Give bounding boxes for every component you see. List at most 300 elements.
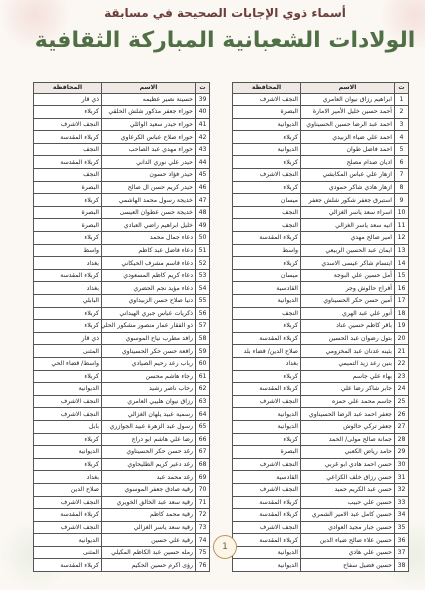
governorate: كربلاء [233, 156, 301, 169]
row-number: 43 [196, 143, 210, 156]
row-number: 47 [196, 194, 210, 207]
page-number: 1 [213, 535, 237, 559]
participant-name: رزاق نيوان هليبي العامري [102, 395, 196, 408]
participant-name: اسراء سعد ياسر الغزالي [301, 206, 395, 219]
governorate: الديوانية [34, 383, 102, 396]
row-number: 76 [196, 559, 210, 572]
governorate: النجف [233, 206, 301, 219]
row-number: 27 [395, 420, 409, 433]
table-row [233, 295, 409, 308]
table-row [34, 395, 210, 408]
row-number: 30 [395, 458, 409, 471]
participant-name: جعفر تركي حالوش [301, 420, 395, 433]
column-header-number: ت [395, 83, 409, 94]
table-row [233, 446, 409, 459]
table-row [233, 320, 409, 333]
participant-name: ايتسام شاكر عيسى الاسدي [301, 257, 395, 270]
table-row [233, 169, 409, 182]
table-row [34, 471, 210, 484]
participant-name: رسول عبد الزهرة عبيد الجوازري [102, 420, 196, 433]
row-number: 71 [196, 496, 210, 509]
table-row [233, 194, 409, 207]
participant-name: استبرق جعفر شكور شلش جعفر [301, 194, 395, 207]
table-row [34, 219, 210, 232]
table-row [233, 408, 409, 421]
participant-name: دعاء جمال محمد [102, 232, 196, 245]
row-number: 1 [395, 93, 409, 106]
table-row [233, 118, 409, 131]
governorate: النجف الاشرف [34, 496, 102, 509]
row-number: 50 [196, 232, 210, 245]
governorate: البصرة [233, 446, 301, 459]
row-number: 6 [395, 156, 409, 169]
table-row [233, 269, 409, 282]
row-number: 14 [395, 257, 409, 270]
governorate: النجف الاشرف [34, 408, 102, 421]
participant-name: بهاء علي جاسم [301, 370, 395, 383]
row-number: 65 [196, 420, 210, 433]
table-row [34, 131, 210, 144]
row-number: 63 [196, 395, 210, 408]
certificate-page [25, 0, 425, 569]
table-row [34, 509, 210, 522]
row-number: 34 [395, 509, 409, 522]
row-number: 38 [395, 559, 409, 572]
row-number: 22 [395, 357, 409, 370]
participant-name: حوراء حيدر سعيد الوائلي [102, 118, 196, 131]
governorate: النجف الاشرف [34, 395, 102, 408]
row-number: 53 [196, 269, 210, 282]
participant-name: ذو الفقار عمار منصور مشكور الحلي [102, 320, 196, 333]
column-header-governorate: المحافظة [233, 83, 301, 94]
participant-name: احمد عبد الرضا حسين الحسيناوي [301, 118, 395, 131]
table-row [34, 483, 210, 496]
governorate: بغداد [34, 282, 102, 295]
table-row [34, 420, 210, 433]
governorate: النجف الاشرف [34, 118, 102, 131]
participant-name: خديجة حسن عطوان العيسى [102, 206, 196, 219]
participant-name: أنور علي عبد الهري [301, 307, 395, 320]
participant-name: بنين رعد زيد التميمي [301, 357, 395, 370]
row-number: 49 [196, 219, 210, 232]
participant-name: رباب رعد رحيم الصيادي [102, 357, 196, 370]
row-number: 40 [196, 106, 210, 119]
table-row [34, 357, 210, 370]
participant-name: خديجة رسول محمد الهاشمي [102, 194, 196, 207]
governorate: النجف الاشرف [233, 93, 301, 106]
participant-name: رغد محمد عبد [102, 471, 196, 484]
participant-name: دعاء مؤيد نجم الحضري [102, 282, 196, 295]
table-row [233, 483, 409, 496]
table-row [233, 143, 409, 156]
row-number: 15 [395, 269, 409, 282]
table-row [233, 156, 409, 169]
participant-name: حيدر فؤاد حسون [102, 169, 196, 182]
participant-name: رقية سعد عبد الخالق الخويري [102, 496, 196, 509]
governorate: كربلاء المقدسة [34, 559, 102, 572]
table-row [34, 332, 210, 345]
participant-name: حسن عبد الكريم حميد [301, 483, 395, 496]
row-number: 75 [196, 546, 210, 559]
row-number: 23 [395, 370, 409, 383]
table-row [34, 546, 210, 559]
table-row [34, 446, 210, 459]
participant-name: رقية سعد ياسر الغزالي [102, 521, 196, 534]
governorate: الديوانية [233, 295, 301, 308]
row-number: 74 [196, 534, 210, 547]
participant-name: أحمد حسين خليل الأمير الامارة [301, 106, 395, 119]
governorate: كربلاء [34, 370, 102, 383]
table-row [233, 206, 409, 219]
table-row [233, 383, 409, 396]
table-row [233, 395, 409, 408]
table-row [34, 118, 210, 131]
table-row [34, 282, 210, 295]
row-number: 9 [395, 194, 409, 207]
governorate: صلاح الدين/ قضاء بلد [233, 345, 301, 358]
column-header-governorate: المحافظة [34, 83, 102, 94]
governorate: النجف [233, 219, 301, 232]
participant-name: رافد مطرب نياح الموسوي [102, 332, 196, 345]
governorate: البصرة [34, 219, 102, 232]
governorate: الديوانية [233, 559, 301, 572]
governorate: القادسية [233, 282, 301, 295]
row-number: 5 [395, 143, 409, 156]
row-number: 20 [395, 332, 409, 345]
table-row [233, 559, 409, 572]
row-number: 45 [196, 169, 210, 182]
governorate: كربلاء المقدسة [233, 509, 301, 522]
table-row [233, 370, 409, 383]
governorate: بغداد [233, 357, 301, 370]
participant-name: حسن احمد هادي ابو غربي [301, 458, 395, 471]
table-row [34, 320, 210, 333]
table-header-row [233, 83, 409, 94]
row-number: 21 [395, 345, 409, 358]
table-row [233, 106, 409, 119]
row-number: 59 [196, 345, 210, 358]
table-row [233, 534, 409, 547]
row-number: 35 [395, 521, 409, 534]
table-row [233, 433, 409, 446]
row-number: 66 [196, 433, 210, 446]
row-number: 13 [395, 244, 409, 257]
participant-name: جمانة صالح مولى/ الحمد [301, 433, 395, 446]
table-row [34, 106, 210, 119]
participant-name: حيدر كريم حسن ال صالح [102, 181, 196, 194]
governorate: بغداد [34, 257, 102, 270]
governorate: كربلاء [34, 458, 102, 471]
participant-name: جابر شاكر رضا علي [301, 383, 395, 396]
table-row [34, 433, 210, 446]
table-row [233, 345, 409, 358]
row-number: 19 [395, 320, 409, 333]
governorate: واسط/ قضاء الحي [34, 357, 102, 370]
governorate: بابل [34, 420, 102, 433]
column-header-name: الاسم [301, 83, 395, 94]
table-row [34, 269, 210, 282]
governorate: واسط [34, 244, 102, 257]
table-row [233, 282, 409, 295]
governorate: بغداد [34, 471, 102, 484]
participant-name: حوراء مهدي عبد الصاحب [102, 143, 196, 156]
governorate: الديوانية [34, 446, 102, 459]
participant-name: حوراء صلاح عباس الكرعاوي [102, 131, 196, 144]
row-number: 24 [395, 383, 409, 396]
table-row [233, 232, 409, 245]
participant-name: جعفر احمد عبد الرضا الحسيناوي [301, 408, 395, 421]
governorate: البصرة [233, 106, 301, 119]
row-number: 16 [395, 282, 409, 295]
row-number: 33 [395, 496, 409, 509]
table-row [233, 332, 409, 345]
table-row [233, 357, 409, 370]
row-number: 70 [196, 483, 210, 496]
row-number: 7 [395, 169, 409, 182]
participant-name: رغد حسن حكر الحسيناوي [102, 446, 196, 459]
table-row [233, 458, 409, 471]
row-number: 69 [196, 471, 210, 484]
participant-name: أمين حسن حكر الحسيناوي [301, 295, 395, 308]
governorate: كربلاء [34, 320, 102, 333]
governorate: البصرة [34, 206, 102, 219]
governorate: الديوانية [233, 420, 301, 433]
row-number: 48 [196, 206, 210, 219]
governorate: ذي قار [34, 332, 102, 345]
participant-name: امير صالح مهدي [301, 232, 395, 245]
participant-name: دعاء كريم كاظم المسعودي [102, 269, 196, 282]
table-row [34, 458, 210, 471]
row-number: 60 [196, 357, 210, 370]
participant-name: حسين كامل عبد الامير الشمري [301, 509, 395, 522]
participant-name: حسن رزاق خلف الكزاعي [301, 471, 395, 484]
participant-name: رضا علي هاشم ابو دراج [102, 433, 196, 446]
governorate: كربلاء [233, 433, 301, 446]
row-number: 58 [196, 332, 210, 345]
governorate: واسط [233, 244, 301, 257]
governorate: البصرة [34, 181, 102, 194]
governorate: النجف الاشرف [233, 521, 301, 534]
table-row [34, 295, 210, 308]
row-number: 36 [395, 534, 409, 547]
table-row [233, 546, 409, 559]
row-number: 64 [196, 408, 210, 421]
table-row [34, 257, 210, 270]
participant-name: حسين علاء صالح ضياء الدين [301, 534, 395, 547]
row-number: 55 [196, 295, 210, 308]
governorate: النجف الاشرف [233, 458, 301, 471]
participant-name: جاسم محمد علي حمزه [301, 395, 395, 408]
page-subtitle: أسماء ذوي الإجابات الصحيحة في مسابقة [104, 6, 346, 20]
governorate: كربلاء [34, 194, 102, 207]
governorate: القادسية [233, 471, 301, 484]
governorate: كربلاء [34, 307, 102, 320]
participant-name: بثينه عدنان عبد المخزومي [301, 345, 395, 358]
table-row [34, 194, 210, 207]
governorate: كربلاء المقدسة [233, 332, 301, 345]
page-title: الولادات الشعبانية المباركة الثقافية [34, 28, 416, 53]
governorate: كربلاء [233, 131, 301, 144]
row-number: 57 [196, 320, 210, 333]
table-row [233, 93, 409, 106]
governorate: ميسان [233, 269, 301, 282]
row-number: 10 [395, 206, 409, 219]
table-header-row [34, 83, 210, 94]
governorate: المثنى [34, 546, 102, 559]
row-number: 44 [196, 156, 210, 169]
participant-name: حسين فضيل سفاح [301, 559, 395, 572]
participant-name: حسينة نصير عظيمه [102, 93, 196, 106]
governorate: النجف الاشرف [233, 395, 301, 408]
row-number: 11 [395, 219, 409, 232]
table-row [34, 534, 210, 547]
table-row [233, 496, 409, 509]
row-number: 72 [196, 509, 210, 522]
row-number: 28 [395, 433, 409, 446]
table-row [34, 232, 210, 245]
table-row [34, 496, 210, 509]
table-row [233, 307, 409, 320]
table-row [233, 181, 409, 194]
governorate: كربلاء [34, 106, 102, 119]
participant-name: حسين جبار مجيد العوادي [301, 521, 395, 534]
governorate: كربلاء المقدسة [34, 509, 102, 522]
row-number: 67 [196, 446, 210, 459]
governorate: النجف الاشرف [34, 521, 102, 534]
participant-name: ازهار هادي شاكر حمودي [301, 181, 395, 194]
participant-name: احمد فاضل طوان [301, 143, 395, 156]
governorate: البابلي [34, 295, 102, 308]
row-number: 29 [395, 446, 409, 459]
row-number: 37 [395, 546, 409, 559]
participant-name: رجاء هاشم محسن [102, 370, 196, 383]
row-number: 46 [196, 181, 210, 194]
participant-name: رمله حسين عبد الكاظم المكيلي [102, 546, 196, 559]
governorate: النجف [233, 307, 301, 320]
table-row [34, 143, 210, 156]
governorate: كربلاء المقدسة [233, 496, 301, 509]
participant-name: ذكريات عباس جبري الهيداني [102, 307, 196, 320]
participant-name: رافعة حسن حكر الحسيناوي [102, 345, 196, 358]
governorate: الديوانية [34, 534, 102, 547]
participant-name: رقية صادق جعفر الموسوي [102, 483, 196, 496]
participant-name: حيدر علي نوري الداني [102, 156, 196, 169]
table-row [233, 471, 409, 484]
row-number: 62 [196, 383, 210, 396]
governorate: كربلاء المقدسة [34, 156, 102, 169]
table-row [34, 169, 210, 182]
participant-name: انيه سعد ياسر الغزالي [301, 219, 395, 232]
governorate: الديوانية [233, 118, 301, 131]
governorate: كربلاء [233, 370, 301, 383]
row-number: 32 [395, 483, 409, 496]
participant-name: رسمية عبيد يلهان الغزالي [102, 408, 196, 421]
row-number: 56 [196, 307, 210, 320]
table-row [233, 420, 409, 433]
table-row [34, 156, 210, 169]
governorate: ميسان [233, 194, 301, 207]
table-row [34, 559, 210, 572]
row-number: 25 [395, 395, 409, 408]
governorate: الديوانية [233, 546, 301, 559]
participant-name: أفراح حالوش وجر [301, 282, 395, 295]
governorate: كربلاء [34, 232, 102, 245]
row-number: 31 [395, 471, 409, 484]
governorate: كربلاء [233, 320, 301, 333]
row-number: 18 [395, 307, 409, 320]
table-row [233, 521, 409, 534]
participant-name: اديان صدام مصلح [301, 156, 395, 169]
row-number: 61 [196, 370, 210, 383]
participant-name: دعاء فاضل عبد كاظم [102, 244, 196, 257]
column-header-number: ت [196, 83, 210, 94]
governorate: الديوانية [233, 408, 301, 421]
participant-name: دنيا صلاح حسن الزبيداوي [102, 295, 196, 308]
participant-name: رقية محمد كاظم [102, 509, 196, 522]
governorate: النجف [34, 143, 102, 156]
participant-name: ابراهيم رزاق نيوان العامري [301, 93, 395, 106]
row-number: 26 [395, 408, 409, 421]
winners-table-left [33, 82, 210, 572]
row-number: 12 [395, 232, 409, 245]
table-row [34, 408, 210, 421]
row-number: 73 [196, 521, 210, 534]
table-row [233, 509, 409, 522]
row-number: 4 [395, 131, 409, 144]
governorate: كربلاء المقدسة [34, 269, 102, 282]
table-row [34, 206, 210, 219]
governorate: كربلاء المقدسة [34, 131, 102, 144]
winners-table-right [232, 82, 409, 572]
governorate: كربلاء المقدسة [233, 383, 301, 396]
governorate: كربلاء [34, 433, 102, 446]
governorate: الديوانية [233, 143, 301, 156]
governorate: النجف [34, 169, 102, 182]
governorate: النجف الاشرف [233, 169, 301, 182]
table-row [34, 383, 210, 396]
table-row [34, 307, 210, 320]
participant-name: دعاء قاسم مشرف الحيكاني [102, 257, 196, 270]
participant-name: رحاب ناصر رشيد [102, 383, 196, 396]
table-row [233, 219, 409, 232]
participant-name: باقر كاظم حسين عناد [301, 320, 395, 333]
table-row [233, 244, 409, 257]
row-number: 39 [196, 93, 210, 106]
row-number: 54 [196, 282, 210, 295]
row-number: 17 [395, 295, 409, 308]
governorate: كربلاء [233, 257, 301, 270]
governorate: ذي قار [34, 93, 102, 106]
table-row [34, 93, 210, 106]
participant-name: حسين علي حبيب [301, 496, 395, 509]
governorate: المثنى [34, 345, 102, 358]
participant-name: رغد دعير كريم الطليحاوي [102, 458, 196, 471]
row-number: 3 [395, 118, 409, 131]
row-number: 51 [196, 244, 210, 257]
participant-name: خليل ابراهيم راضي العبادي [102, 219, 196, 232]
column-header-name: الاسم [102, 83, 196, 94]
table-row [34, 370, 210, 383]
participant-name: رقية علي حسين [102, 534, 196, 547]
governorate: صلاح الدين [34, 483, 102, 496]
participant-name: بتول رضوان عبد الحسين [301, 332, 395, 345]
participant-name: ايمان عبد الحسين الربيعي [301, 244, 395, 257]
table-row [34, 181, 210, 194]
participant-name: حامد رياض الكعبي [301, 446, 395, 459]
row-number: 8 [395, 181, 409, 194]
participant-name: أمل حسين علي البوجة [301, 269, 395, 282]
table-row [34, 244, 210, 257]
